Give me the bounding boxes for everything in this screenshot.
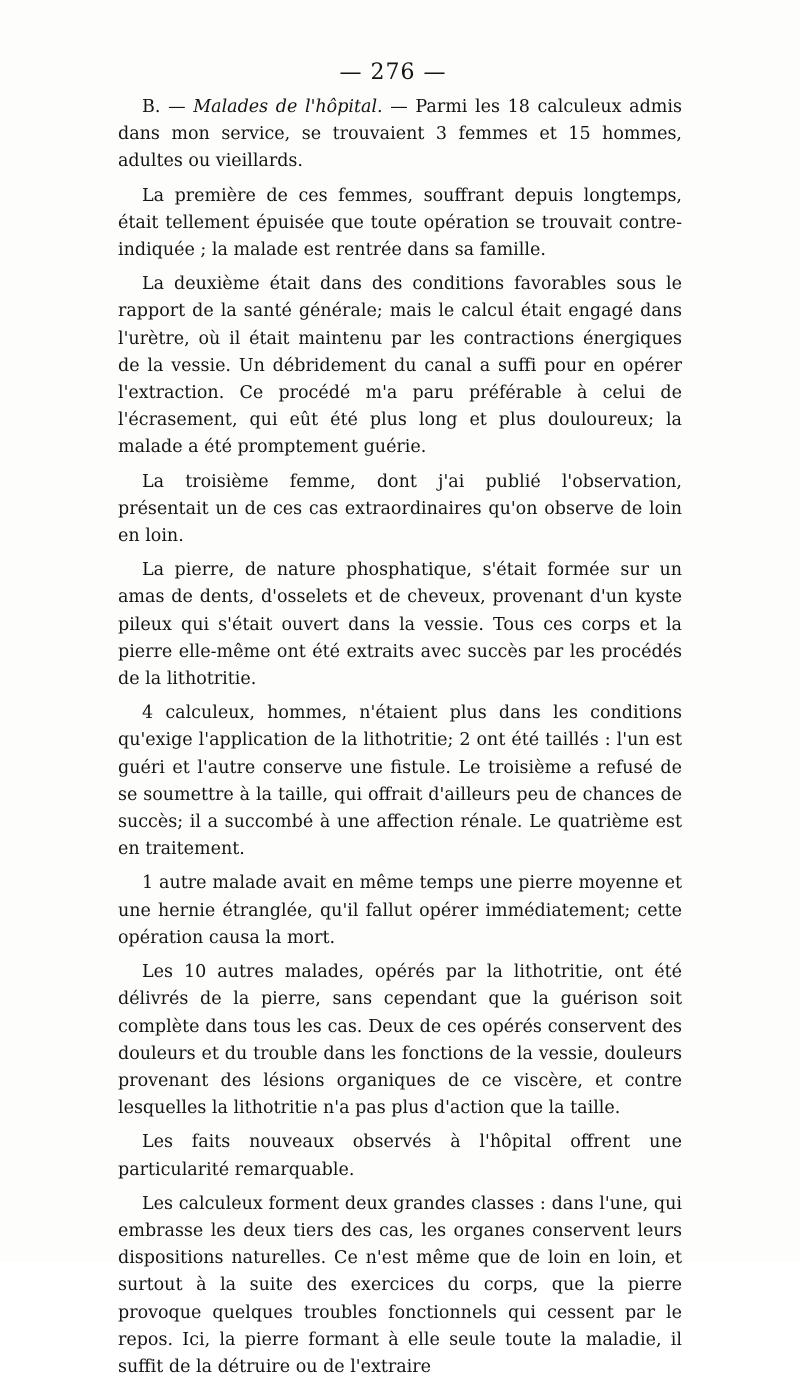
body-text [118, 94, 682, 1381]
paragraph: La pierre, de nature phosphatique, s'était formée sur un amas de dents, d'osselets et de cheveux, provenant d'un kyste pileux qui s'était ouvert dans la vessie. Tous ces corps et la pierre elle-même ont été extraits avec succès par les procédés de la lithotritie. [118, 560, 682, 690]
section-title: Malades de l'hôpital. [193, 97, 383, 117]
paragraph: La deuxième était dans des conditions favorables sous le rapport de la santé générale; mais le calcul était engagé dans l'urètre, où il était maintenu par les contractions énergiques de la vessie. Un débridement du canal a suffi pour en opérer l'extraction. Ce procédé m'a paru préférable à celui de l'écrasement, qui eût été plus long et plus douloureux; la malade a été promptement guérie. [118, 274, 682, 458]
page-number: — 276 — [339, 60, 447, 85]
paragraph: 4 calculeux, hommes, n'étaient plus dans les conditions qu'exige l'application de la lithotritie; 2 ont été taillés : l'un est guéri et l'autre conserve une fistule. Le troisième a refusé de se soumettre à la taille, qui offrait d'ailleurs peu de chances de succès; il a succombé à une affection rénale. Le quatrième est en traitement. [118, 703, 682, 860]
section-lead-text: Parmi les 18 calculeux admis dans mon service, se trouvaient 3 femmes et 15 hommes, adultes ou vieillards. [118, 97, 682, 172]
paragraph: La troisième femme, dont j'ai publié l'observation, présentait un de ces cas extraordinaires qu'on observe de loin en loin. [118, 471, 682, 547]
lead-separator: — [390, 97, 408, 117]
section-label: B. [142, 97, 161, 117]
paragraph: Les 10 autres malades, opérés par la lithotritie, ont été délivrés de la pierre, sans cependant que la guérison soit complète dans tous les cas. Deux de ces opérés conservent des douleurs et du trouble dans les fonctions de la vessie, douleurs provenant des lésions organiques de ce viscère, et contre lesquelles la lithotritie n'a pas plus d'action que la taille. [118, 962, 682, 1119]
paragraph: La première de ces femmes, souffrant depuis longtemps, était tellement épuisée que toute opération se trouvait contre-indiquée ; la malade est rentrée dans sa famille. [118, 185, 682, 261]
paragraph: 1 autre malade avait en même temps une pierre moyenne et une hernie étranglée, qu'il fallut opérer immédiatement; cette opération causa la mort. [118, 873, 682, 948]
paragraph: Les faits nouveaux observés à l'hôpital offrent une particularité remarquable. [118, 1132, 682, 1180]
section-intro-paragraph [118, 94, 682, 176]
paragraph: Les calculeux forment deux grandes classes : dans l'une, qui embrasse les deux tiers des cas, les organes conservent leurs dispositions naturelles. Ce n'est même que de loin en loin, et surtout à la suite des exercices du corps, que la pierre provoque quelques troubles fonctionnels qui cessent par le repos. Ici, la pierre formant à elle seule toute la maladie, il suffit de la détruire ou de l'extraire [118, 1193, 682, 1377]
section-separator: — [168, 97, 186, 117]
